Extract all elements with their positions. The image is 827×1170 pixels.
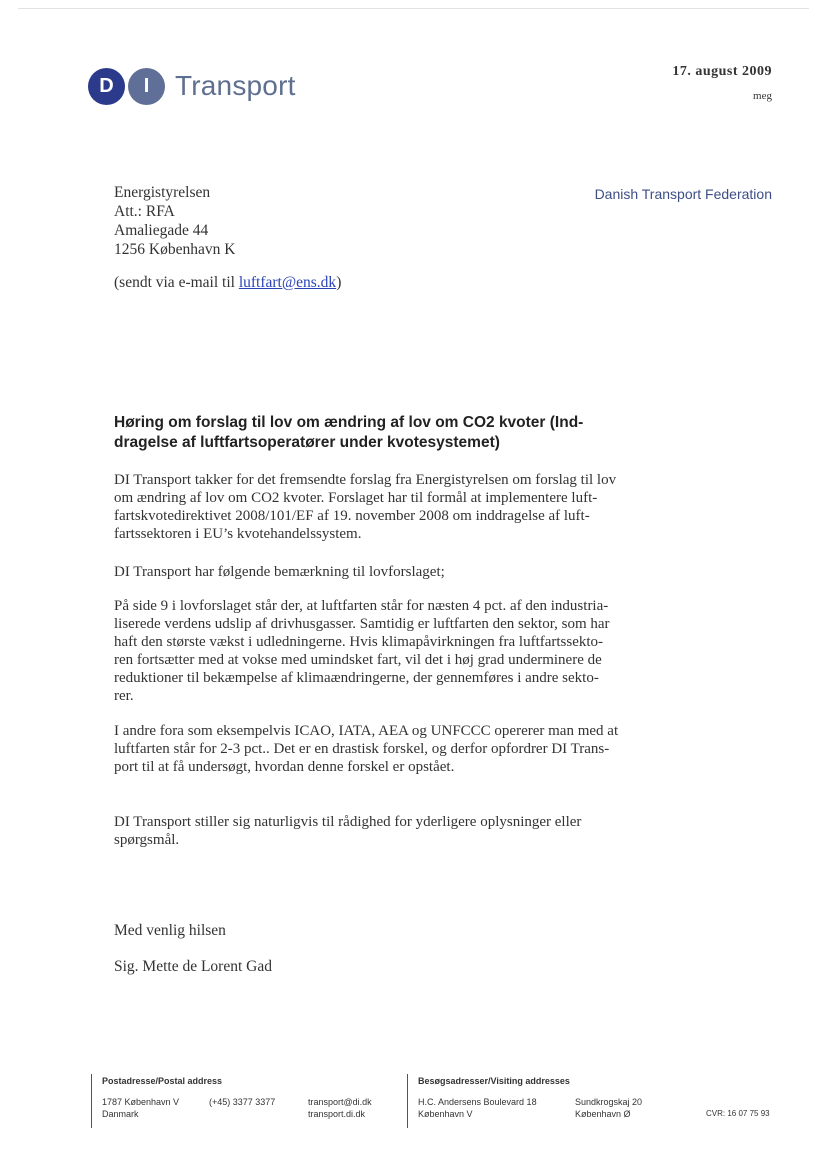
text-line: I andre fora som eksempelvis ICAO, IATA, AEA og UNFCCC opererer man med at — [114, 723, 619, 739]
sent-suffix: ) — [336, 274, 342, 291]
text-line: På side 9 i lovforslaget står der, at luftfarten står for næsten 4 pct. af den industria- — [114, 598, 609, 614]
text-line: haft den største vækst i udledningerne. Hvis klimapåvirkningen fra luftfartssekto- — [114, 634, 604, 650]
logo-d-circle: D — [88, 68, 125, 105]
visit1-line-2: København V — [418, 1109, 473, 1119]
sent-prefix: (sendt via e-mail til — [114, 274, 239, 291]
text-line: fartskvotedirektivet 2008/101/EF af 19. november 2008 om inddragelse af luft- — [114, 508, 590, 524]
top-border-line — [18, 8, 809, 9]
text-line: DI Transport takker for det fremsendte forslag fra Energistyrelsen om forslag til lov — [114, 472, 617, 488]
text-line: DI Transport stiller sig naturligvis til rådighed for yderligere oplysninger eller — [114, 814, 582, 830]
visit2-line-2: København Ø — [575, 1109, 631, 1119]
paragraph-4 — [114, 722, 692, 776]
paragraph-2 — [114, 563, 692, 581]
email-link[interactable]: luftfart@ens.dk — [238, 274, 337, 291]
closing-salutation: Med venlig hilsen — [114, 922, 226, 939]
logo-i-circle: I — [128, 68, 165, 105]
paragraph-3 — [114, 597, 692, 705]
footer-email[interactable]: transport@di.dk — [308, 1097, 372, 1107]
footer-phone: (+45) 3377 3377 — [209, 1097, 276, 1107]
postal-line-2: Danmark — [102, 1109, 139, 1119]
text-line: luftfarten står for 2-3 pct.. Det er en drastisk forskel, og derfor opfordrer DI Trans- — [114, 741, 610, 757]
letter-footer — [0, 1070, 827, 1160]
author-initials: meg — [753, 90, 772, 102]
recipient-line-2: Att.: RFA — [114, 203, 175, 220]
sent-via-note — [114, 274, 341, 292]
visit2-line-1: Sundkrogskaj 20 — [575, 1097, 643, 1107]
letter-subject — [114, 413, 694, 453]
text-line: fartssektoren i EU’s kvotehandelssystem. — [114, 526, 362, 542]
footer-divider — [91, 1074, 92, 1128]
recipient-line-3: Amaliegade 44 — [114, 222, 209, 239]
text-line: rer. — [114, 688, 134, 704]
visiting-heading: Besøgsadresser/Visiting addresses — [418, 1076, 570, 1086]
paragraph-1 — [114, 471, 692, 543]
cvr-number: CVR: 16 07 75 93 — [706, 1109, 770, 1118]
text-line: spørgsmål. — [114, 832, 180, 848]
subject-line-2: dragelse af luftfartsoperatører under kvotesystemet) — [114, 434, 500, 451]
text-line: ren fortsætter med at vokse med umindsket fart, vil det i høj grad underminere de — [114, 652, 602, 668]
subject-line-1: Høring om forslag til lov om ændring af lov om CO2 kvoter (Ind- — [114, 414, 584, 431]
paragraph-5 — [114, 813, 692, 849]
di-transport-logo — [88, 66, 296, 106]
text-line: DI Transport har følgende bemærkning til lovforslaget; — [114, 564, 445, 580]
recipient-line-4: 1256 København K — [114, 241, 236, 258]
recipient-address — [114, 183, 235, 259]
postal-line-1: 1787 København V — [102, 1097, 180, 1107]
footer-divider — [407, 1074, 408, 1128]
recipient-line-1: Energistyrelsen — [114, 184, 211, 201]
federation-name: Danish Transport Federation — [594, 186, 772, 202]
text-line: liserede verdens udslip af drivhusgasser. Samtidig er luftfarten den sektor, som har — [114, 616, 610, 632]
logo-wordmark: Transport — [175, 70, 296, 101]
text-line: port til at få undersøgt, hvordan denne forskel er opstået. — [114, 759, 455, 775]
text-line: reduktioner til bekæmpelse af klimaændringerne, der gennemføres i andre sekto- — [114, 670, 599, 686]
signature: Sig. Mette de Lorent Gad — [114, 958, 272, 975]
text-line: om ændring af lov om CO2 kvoter. Forslaget har til formål at implementere luft- — [114, 490, 598, 506]
footer-website[interactable]: transport.di.dk — [308, 1109, 366, 1119]
postal-heading: Postadresse/Postal address — [102, 1076, 223, 1086]
visit1-line-1: H.C. Andersens Boulevard 18 — [418, 1097, 537, 1107]
letter-date: 17. august 2009 — [672, 64, 772, 79]
